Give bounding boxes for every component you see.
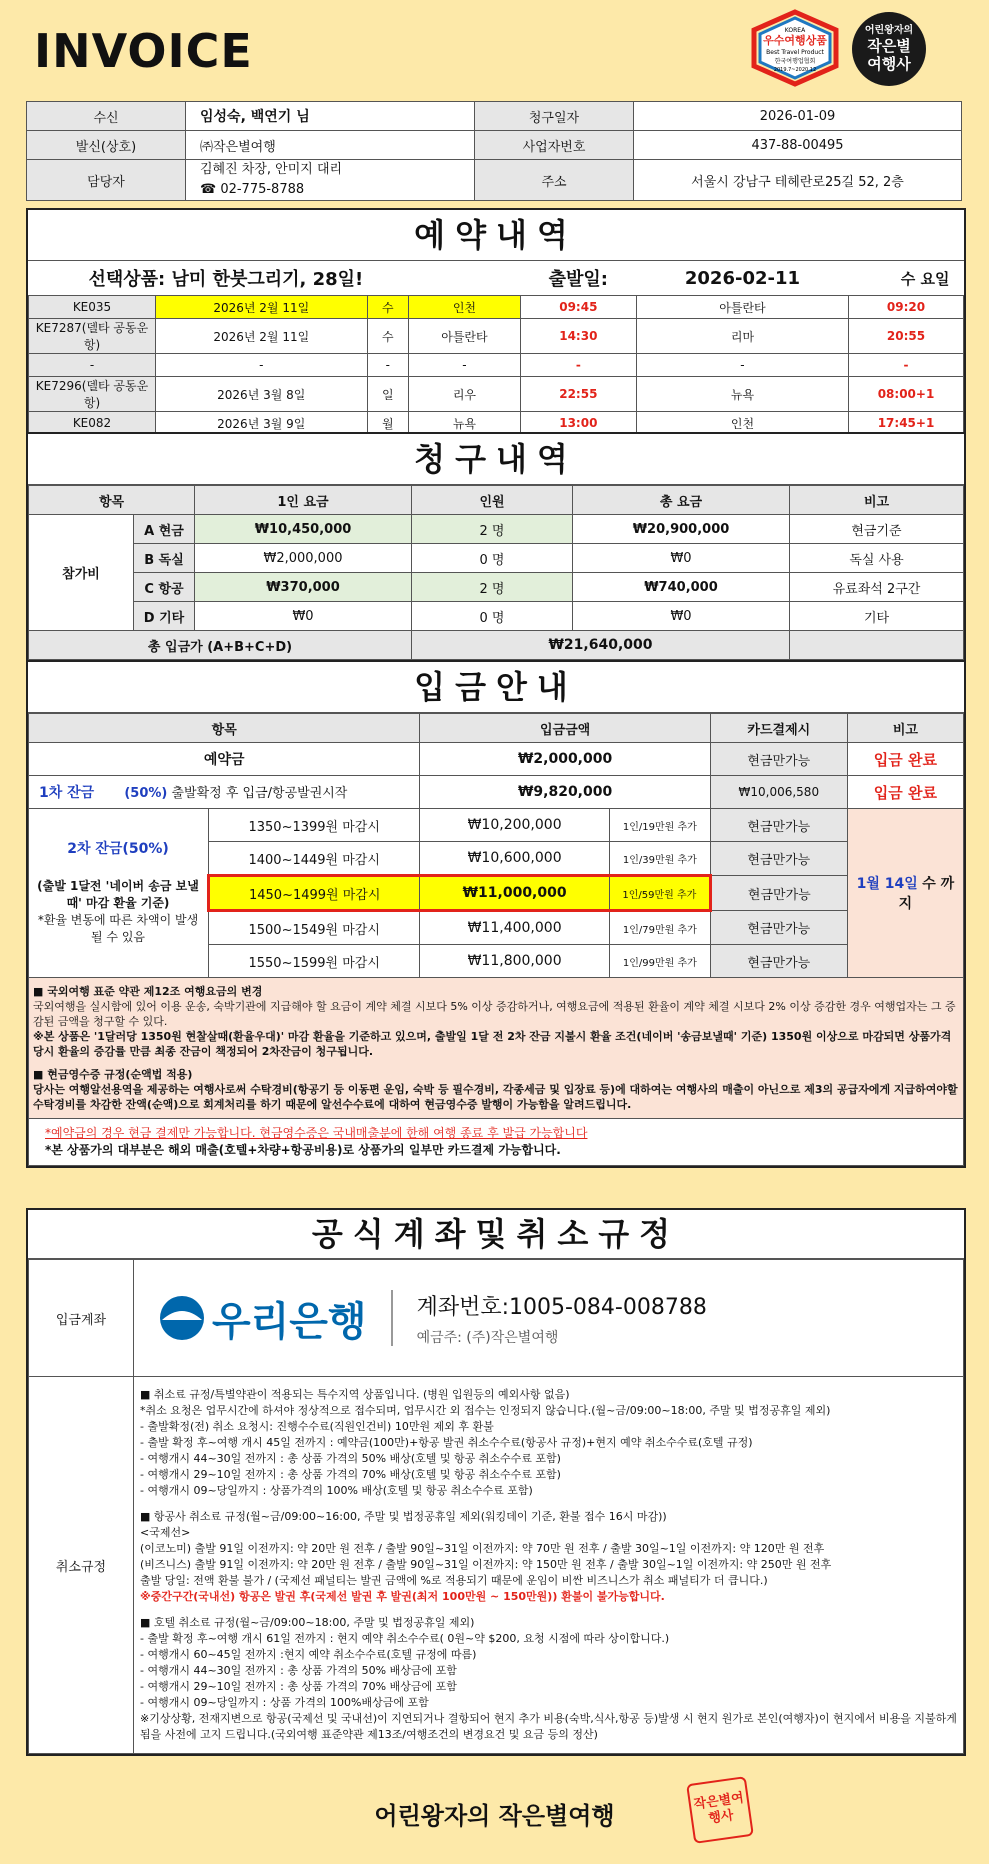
cancel-line: *취소 요청은 업무시간에 하셔야 정상적으로 접수되며, 업무시간 외 접수는 인정되지 않습니다.(월~금/09:00~18:00, 주말 및 법정공휴일 제외) [140,1404,831,1417]
table-cell: 기타 [790,602,964,631]
table-cell: 현금만가능 [710,945,847,978]
table-cell: B 독실 [134,544,195,573]
table-cell: ㈜작은별여행 [186,131,475,160]
manager-name: 김혜진 차장, 안미지 대리 [200,162,343,177]
participation-fee-label: 참가비 [29,515,134,631]
svg-text:KOREA: KOREA [784,27,806,34]
table-cell: 1350~1399원 마감시 [209,809,420,842]
cancel-line: <국제선> [140,1526,191,1539]
little-prince-logo: 어린왕자의 작은별 여행사 [852,12,926,86]
second-balance-note: *환율 변동에 따른 차액이 발생될 수 있음 [37,912,199,944]
table-cell: 사업자번호 [475,131,634,160]
table-cell: 현금만가능 [710,743,847,776]
first-balance-desc: 출발확정 후 입금/항공발권시작 [171,786,348,801]
flight-date: 2026년 3월 9일 [156,412,368,435]
flight-date: 2026년 2월 11일 [156,319,368,354]
flight-day: - [367,354,409,377]
woori-bank-icon [158,1294,206,1342]
table-cell: 항목 [29,486,195,515]
origin: 인천 [409,296,521,319]
depart-day: 수 요일 [849,261,964,296]
destination: 인천 [636,412,848,435]
cancel-label: 취소규정 [29,1377,134,1754]
svg-text:Best Travel Product: Best Travel Product [766,49,824,56]
table-cell: ₩10,600,000 [420,842,609,876]
table-cell: 독실 사용 [790,544,964,573]
table-cell: 2 명 [412,515,573,544]
table-cell [29,776,420,809]
table-cell: ₩370,000 [195,573,412,602]
table-cell [29,1119,964,1166]
stamp-seal: 작은별여행사 [686,1776,754,1844]
arrive-time: 17:45+1 [849,412,964,435]
cancel-line: - 여행개시 29~10일 전까지 : 총 상품 가격의 70% 배상금에 포함 [140,1680,457,1693]
table-cell: 0 명 [412,602,573,631]
table-cell: 0 명 [412,544,573,573]
origin: 뉴욕 [409,412,521,435]
flight-row [29,354,964,377]
table-cell: 현금기준 [790,515,964,544]
flight-row [29,296,964,319]
origin: 리우 [409,377,521,412]
table-cell [186,160,475,201]
table-cell: 비고 [790,486,964,515]
destination: 아틀란타 [636,296,848,319]
table-cell: 유료좌석 2구간 [790,573,964,602]
cancel-line: ※중간구간(국내선) 항공은 발권 후(국제선 발권 후 발권(최저 100만원 ~ 150만원)) 환불이 불가능합니다. [140,1590,665,1603]
table-cell: 수신 [27,102,186,131]
second-balance-title: 2차 잔금(50%) [67,840,169,857]
account-title: 공식계좌및취소규정 [28,1210,964,1259]
info-table [26,101,962,201]
flight-date: - [156,354,368,377]
cancel-line: - 여행개시 09~당일까지 : 상품가격의 100% 배상(호텔 및 항공 취소수수료 포함) [140,1484,533,1497]
arrive-time: 09:20 [849,296,964,319]
cancel-line: (이코노미) 출발 91일 이전까지: 약 20만 원 전후 / 출발 90일~31일 이전까지: 약 70만 원 전후 / 출발 30일~1일 이전까지: 약 120만 원 전후 [140,1542,825,1555]
bank-name: 우리은행 [212,1298,367,1345]
payment-section [26,660,966,1168]
table-cell: 담당자 [27,160,186,201]
table-cell: 인원 [412,486,573,515]
table-cell: 1인/39만원 추가 [609,842,710,876]
table-cell: 1550~1599원 마감시 [209,945,420,978]
flight-code: KE082 [29,412,156,435]
table-cell: ₩10,006,580 [710,776,847,809]
flight-code: - [29,354,156,377]
table-cell: 항목 [29,714,420,743]
table-cell: C 항공 [134,573,195,602]
table-cell: ₩10,200,000 [420,809,609,842]
flight-date: 2026년 3월 8일 [156,377,368,412]
first-balance-label: 1차 잔금 [39,785,95,801]
terms-notes: ■ 국외여행 표준 약관 제12조 여행요금의 변경 국외여행을 실시함에 있어 이용 운송, 숙박기관에 지급해야 할 요금이 계약 체결 시보다 5% 이상 증감하거나, 여행요금에 적용된 환율이 계약 체결 시보다 2% 이상 증감한 경우 여행업자는 그 증감된 금액을 청구할 수 있다. ※본 상품은 '1달러당 1350원 현찰살때(환율우대)' 마감 환율을 기준하고 있으며, 출발일 1달 전 2차 잔금 지불시 환율 조건(네이버 '송금보낼때' 기준) 1350원 이상으로 마감되면 상품가격 당시 환율의 증감률 만큼 최종 잔금이 책정되어 2차잔금이 청구됩니다. ■ 현금영수증 규정(순액법 적용) 당사는 여행알선용역을 제공하는 여행사로써 수탁경비(항공기 등 이동편 운임, 숙박 등 필수경비, 각종세금 및 입장료 등)에 대하여는 여행사의 매출이 아닌으로 제3의 공급자에게 지급하여야할 수탁경비를 차감한 잔액(순액)으로 회계처리를 하기 때문에 알선수수료에 대하여 현금영수증 발행이 가능함을 알려드립니다. [29,978,964,1119]
payment-title: 입금안내 [28,662,964,713]
flight-row [29,319,964,354]
table-cell: ₩2,000,000 [195,544,412,573]
table-cell: 카드결제시 [710,714,847,743]
table-cell: 입금금액 [420,714,710,743]
footer-brand: 어린왕자의 작은별여행 [374,1802,615,1830]
flight-row [29,377,964,412]
table-cell: 437-88-00495 [634,131,962,160]
depart-time: 13:00 [520,412,636,435]
table-cell: 예약금 [29,743,420,776]
reservation-section [26,208,966,437]
flight-rows [29,296,964,435]
product-label: 선택상품: 남미 한붓그리기, 28일! [29,261,521,296]
table-cell: 입금 완료 [847,776,963,809]
table-cell: A 현금 [134,515,195,544]
cancel-line: - 출발 확정 후~여행 개시 45일 전까지 : 예약금(100만)+항공 발권 취소수수료(항공사 규정)+현지 예약 취소수수료(호텔 규정) [140,1436,753,1449]
arrive-time: 08:00+1 [849,377,964,412]
svg-text:2019.7~2020.12: 2019.7~2020.12 [773,67,817,73]
table-cell [790,631,964,660]
table-cell: 1인/59만원 추가 [609,876,710,911]
table-cell: 총 요금 [573,486,790,515]
flight-day: 수 [367,319,409,354]
cancel-line: - 여행개시 09~당일까지 : 상품 가격의 100%배상금에 포함 [140,1696,429,1709]
table-cell: 현금만가능 [710,911,847,945]
table-cell: D 기타 [134,602,195,631]
cancel-line: ■ 취소료 규정/특별약관이 적용되는 특수지역 상품입니다. (병원 입원등의 예외사항 없음) [140,1388,570,1401]
origin: 아틀란타 [409,319,521,354]
table-cell: 1500~1549원 마감시 [209,911,420,945]
table-cell: 1인/79만원 추가 [609,911,710,945]
cancel-line: - 여행개시 29~10일 전까지 : 총 상품 가격의 70% 배상(호텔 및 항공 취소수수료 포함) [140,1468,561,1481]
cancel-line: - 출발 확정 후~여행 개시 61일 전까지 : 현지 예약 취소수수료( 0원~약 $200, 요청 시점에 따라 상이합니다.) [140,1632,670,1645]
best-travel-product-logo [744,8,846,88]
cancel-line [140,1605,957,1615]
cancel-line: ■ 항공사 취소료 규정(월~금/09:00~16:00, 주말 및 법정공휴일 제외(워킹데이 기준, 환불 접수 16시 마감)) [140,1510,667,1523]
depart-time: 09:45 [520,296,636,319]
table-cell: 청구일자 [475,102,634,131]
destination: 뉴욕 [636,377,848,412]
table-cell: ₩10,450,000 [195,515,412,544]
table-cell: ₩20,900,000 [573,515,790,544]
table-cell: ₩11,000,000 [420,876,609,911]
table-cell: 현금만가능 [710,842,847,876]
origin: - [409,354,521,377]
table-cell: 2 명 [412,573,573,602]
cancel-line: ※기상상황, 전재지변으로 항공(국제선 및 국내선)이 지연되거나 결항되어 현지 추가 비용(숙박,식사,항공 등)발생 시 현지 원가로 본인(여행자)이 현지에서 비용을 지불하게 됨을 사전에 고지 드립니다.(국외여행 표준약관 제13조/여행조건의 변경요건 및 요금 등의 정산) [140,1712,957,1741]
table-cell: ₩0 [195,602,412,631]
svg-text:한국여행업협회: 한국여행업협회 [774,58,816,65]
depart-label: 출발일: [520,261,636,296]
table-cell: 1400~1449원 마감시 [209,842,420,876]
table-cell: ₩9,820,000 [420,776,710,809]
table-cell: 비고 [847,714,963,743]
cancel-line: ■ 호텔 취소료 규정(월~금/09:00~18:00, 주말 및 법정공휴일 제외) [140,1616,475,1629]
table-cell: ₩0 [573,602,790,631]
flight-day: 일 [367,377,409,412]
table-cell: ₩2,000,000 [420,743,710,776]
warning-cash-only: *예약금의 경우 현금 결제만 가능합니다. 현금영수증은 국내매출분에 한해 여행 종료 후 발급 가능합니다 [45,1126,588,1140]
flight-day: 수 [367,296,409,319]
billing-title: 청구내역 [28,434,964,485]
total-label: 총 입금가 (A+B+C+D) [29,631,412,660]
cancel-line: (비즈니스) 출발 91일 이전까지: 약 20만 원 전후 / 출발 90일~31일 이전까지: 약 150만 원 전후 / 출발 30일~1일 이전까지: 약 250만 원 전후 [140,1558,832,1571]
account-holder: 예금주: (주)작은별여행 [416,1329,559,1346]
flight-code: KE7287(델타 공동운항) [29,319,156,354]
table-cell: ₩740,000 [573,573,790,602]
cancel-line: 출발 당일: 전액 환불 불가 / (국제선 패널티는 발권 금액에 %로 적용되기 때문에 운임이 비싼 비즈니스가 취소 패널티가 더 큽니다.) [140,1574,768,1587]
table-cell: 주소 [475,160,634,201]
invoice-title: INVOICE [34,24,253,78]
first-balance-pct: (50%) [124,786,168,801]
table-cell: 현금만가능 [710,809,847,842]
table-cell: 1인/19만원 추가 [609,809,710,842]
table-cell: ₩0 [573,544,790,573]
cancel-line: - 여행개시 44~30일 전까지 : 총 상품 가격의 50% 배상(호텔 및 항공 취소수수료 포함) [140,1452,561,1465]
flight-date: 2026년 2월 11일 [156,296,368,319]
total-value: ₩21,640,000 [412,631,790,660]
table-cell: 발신(상호) [27,131,186,160]
table-cell: 1인/99만원 추가 [609,945,710,978]
cancel-policy [134,1377,964,1754]
flight-code: KE7296(델타 공동운항) [29,377,156,412]
cancel-line: - 여행개시 44~30일 전까지 : 총 상품 가격의 50% 배상금에 포함 [140,1664,457,1677]
table-cell: 2026-01-09 [634,102,962,131]
deadline-text: 수 까지 [898,876,955,912]
table-cell: 입금 완료 [847,743,963,776]
account-label: 입금계좌 [29,1260,134,1377]
deadline-date: 1월 14일 [856,876,918,892]
flight-code: KE035 [29,296,156,319]
table-cell [134,1260,964,1377]
table-cell: 서울시 강남구 테헤란로25길 52, 2층 [634,160,962,201]
depart-time: - [520,354,636,377]
table-cell: 1450~1499원 마감시 [209,876,420,911]
manager-phone: ☎ 02-775-8788 [200,182,305,197]
table-cell: ₩11,800,000 [420,945,609,978]
cancel-line: - 여행개시 60~45일 전까지 :현지 예약 취소수수료(호텔 규정에 따름) [140,1648,477,1661]
warning-card: *본 상품가의 대부분은 해외 매출(호텔+차량+항공비용)로 상품가의 일부만 카드결제 가능합니다. [45,1143,561,1157]
depart-time: 22:55 [520,377,636,412]
account-section [26,1208,966,1756]
cancel-line: - 출발확정(전) 취소 요청시: 진행수수료(직원인건비) 10만원 제외 후 환불 [140,1420,494,1433]
destination: 리마 [636,319,848,354]
reservation-title: 예약내역 [28,210,964,261]
flight-day: 월 [367,412,409,435]
destination: - [636,354,848,377]
table-cell [29,809,209,978]
arrive-time: - [849,354,964,377]
svg-text:우수여행상품: 우수여행상품 [763,34,827,47]
account-number: 계좌번호:1005-084-008788 [416,1294,707,1320]
table-cell: 임성숙, 백연기 님 [186,102,475,131]
depart-time: 14:30 [520,319,636,354]
second-balance-desc: (출발 1달전 '네이버 송금 보낼 때' 마감 환율 기준) [37,878,199,910]
table-cell [847,809,963,978]
depart-date: 2026-02-11 [636,261,848,296]
cancel-line [140,1499,957,1509]
table-cell: 현금만가능 [710,876,847,911]
table-cell: 1인 요금 [195,486,412,515]
arrive-time: 20:55 [849,319,964,354]
table-cell: ₩11,400,000 [420,911,609,945]
billing-section [26,432,966,662]
